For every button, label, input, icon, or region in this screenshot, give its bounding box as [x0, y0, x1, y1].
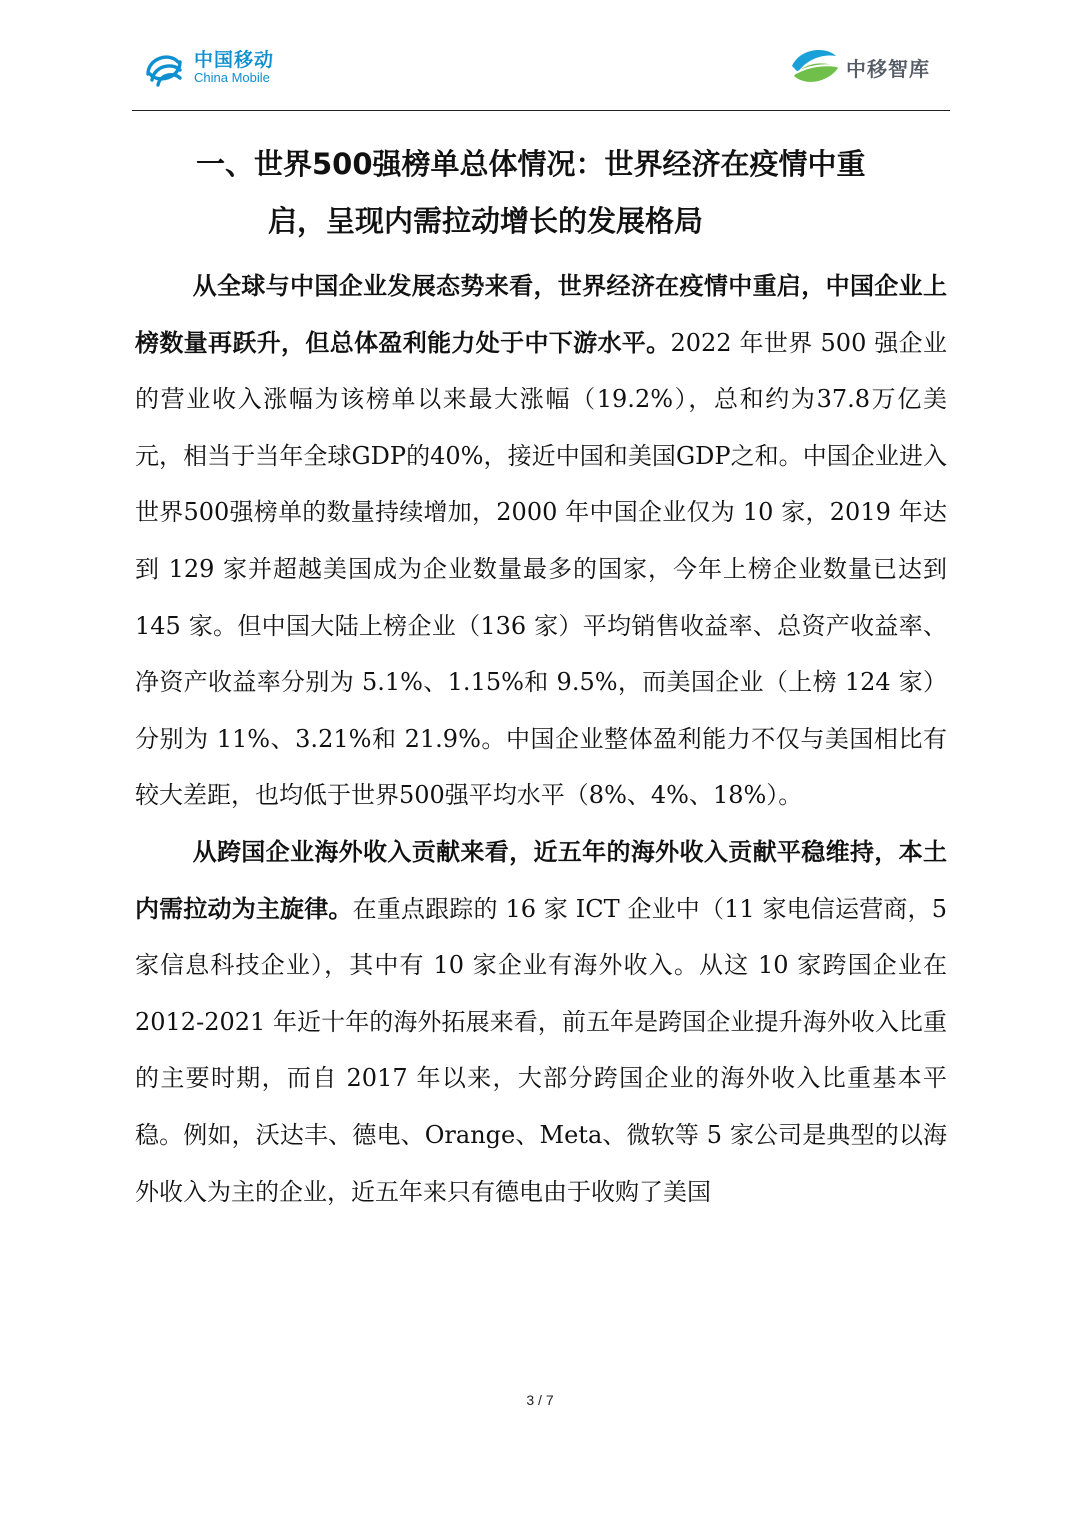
section-heading [196, 136, 956, 250]
paragraph-1-body: 2022 年世界 500 强企业的营业收入涨幅为该榜单以来最大涨幅（19.2%），总和约为37.8万亿美元，相当于当年全球GDP的40%，接近中国和美国GDP之和。中国企业进入世界500强榜单的数量持续增加，2000 年中国企业仅为 10 家，2019 年达到 129 家并超越美国成为企业数量最多的国家，今年上榜企业数量已达到 145 家。但中国大陆上榜企业（136 家）平均销售收益率、总资产收益率、净资产收益率分别为 5.1%、1.15%和 9.5%，而美国企业（上榜 124 家）分别为 11%、3.21%和 21.9%。中国企业整体盈利能力不仅与美国相比有较大差距，也均低于世界500强平均水平（8%、4%、18%）。 [135, 328, 947, 810]
header-divider [132, 110, 950, 111]
section-heading-line-2: 启，呈现内需拉动增长的发展格局 [268, 204, 704, 238]
section-heading-line-1: 一、世界500强榜单总体情况：世界经济在疫情中重 [196, 147, 866, 181]
page-number: 3 / 7 [526, 1392, 554, 1408]
think-tank-name: 中移智库 [846, 56, 930, 81]
paragraph-1 [135, 258, 947, 824]
page-header [132, 32, 950, 112]
paragraph-2-lead: 从跨国企业海外收入贡献来看，近五年的海外收入贡献平稳维持，本土内需拉动为主旋律。 [135, 836, 947, 923]
china-mobile-name-en: China Mobile [194, 70, 270, 86]
paragraph-1-lead: 从全球与中国企业发展态势来看，世界经济在疫情中重启，中国企业上榜数量再跃升，但总体盈利能力处于中下游水平。 [135, 271, 947, 357]
china-mobile-name-cn: 中国移动 [194, 49, 275, 72]
paragraph-2-body: 在重点跟踪的 16 家 ICT 企业中（11 家电信运营商，5 家信息科技企业），其中有 10 家企业有海外收入。从这 10 家跨国企业在 2012-2021 年近十年的海外拓展来看，前五年是跨国企业提升海外收入比重的主要时期，而自 2017 年以来，大部分跨国企业的海外收入比重基本平稳。例如，沃达丰、德电、Orange、Meta、微软等 5 家公司是典型的以海外收入为主的企业，近五年来只有德电由于收购了美国 [135, 894, 948, 1206]
body-text [135, 258, 947, 1220]
think-tank-emblem-icon [786, 42, 842, 92]
paragraph-2 [135, 824, 947, 1220]
zhongyi-think-tank-logo [786, 40, 930, 94]
china-mobile-emblem-icon [140, 44, 188, 92]
china-mobile-logo [140, 42, 274, 94]
